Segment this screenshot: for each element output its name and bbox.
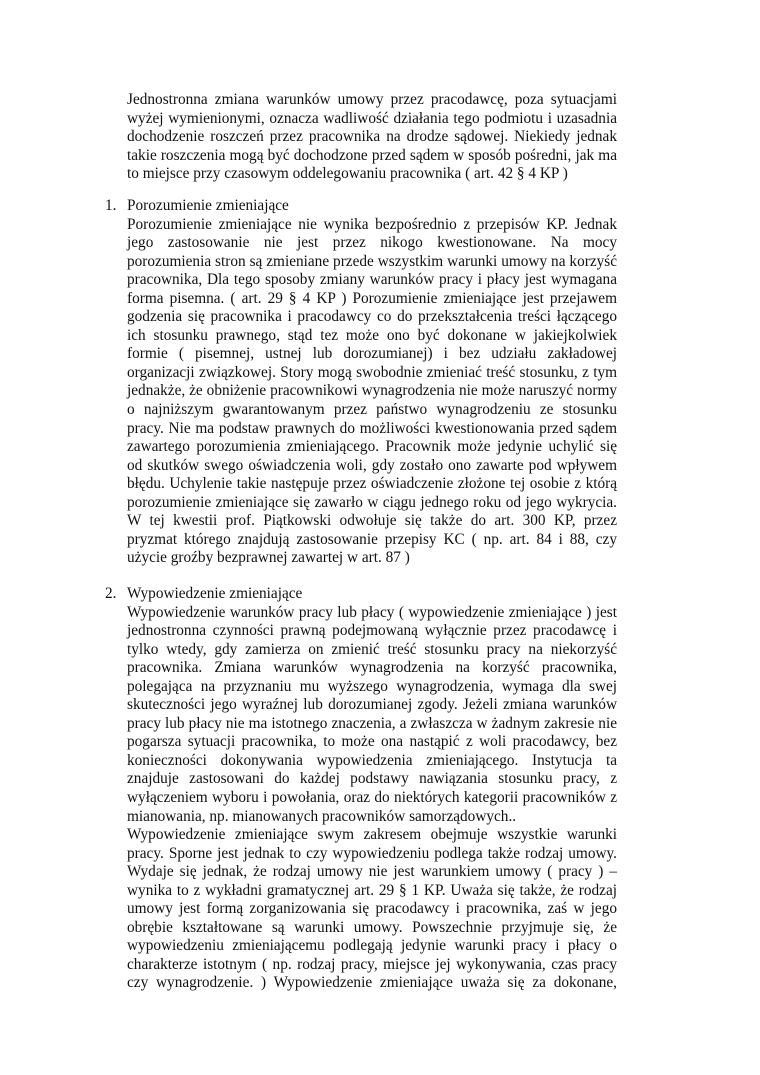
text-line: godzenia się pracownika i pracodawcy co do przekształcenia treści łączącego bbox=[127, 308, 617, 326]
text-line: W tej kwestii prof. Piątkowski odwołuje się także do art. 300 KP, przez bbox=[127, 512, 617, 530]
text-line: od skutków swego oświadczenia woli, gdy zostało ono zawarte pod wpływem bbox=[127, 456, 617, 474]
text-line: Wydaje się jednak, że rodzaj umowy nie jest warunkiem umowy ( pracy ) – bbox=[127, 863, 617, 881]
text-line: skuteczności jego wyraźnej lub dorozumianej zgody. Jeżeli zmiana warunków bbox=[127, 696, 617, 714]
section-heading: Porozumienie zmieniające bbox=[127, 197, 289, 214]
text-line: znajduje zastosowani do każdej podstawy nawiązania stosunku pracy, z bbox=[127, 770, 617, 788]
list-number: 1. bbox=[105, 197, 117, 214]
text-line: wyłączeniem wyboru i powołania, oraz do niektórych kategorii pracowników z bbox=[127, 789, 617, 807]
text-line: Porozumienie zmieniające nie wynika bezpośrednio z przepisów KP. Jednak bbox=[127, 215, 617, 233]
text-line: pracy. Sporne jest jednak to czy wypowiedzeniu podlega także rodzaj umowy. bbox=[127, 844, 617, 862]
intro-paragraph bbox=[127, 91, 617, 184]
text-line: użycie groźby bezprawnej zawartej w art. 87 ) bbox=[127, 549, 410, 567]
text-line: wynika to z wykładni gramatycznej art. 29 § 1 KP. Uważa się także, że rodzaj bbox=[127, 881, 617, 899]
text-line: pracy. Nie ma podstaw prawnych do możliwości kwestionowania przed sądem bbox=[127, 419, 617, 437]
text-line: tylko wtedy, gdy zamierza on zmienić treść stosunku pracy na niekorzyść bbox=[127, 640, 617, 658]
text-line: charakterze istotnym ( np. rodzaj pracy, miejsce jej wykonywania, czas pracy bbox=[127, 955, 617, 973]
text-line: konieczności dokonywania wypowiedzenia zmieniającego. Instytucja ta bbox=[127, 751, 617, 769]
text-line: Wypowiedzenie warunków pracy lub płacy ( wypowiedzenie zmieniające ) jest bbox=[127, 603, 617, 621]
section-heading: Wypowiedzenie zmieniające bbox=[127, 585, 303, 602]
text-line: obrębie kształtowane są warunki umowy. Powszechnie przyjmuje się, że bbox=[127, 918, 617, 936]
text-line: mianowania, np. mianowanych pracowników samorządowych.. bbox=[127, 807, 517, 825]
text-line: pryzmat którego znajdują zastosowanie przepisy KC ( np. art. 84 i 88, czy bbox=[127, 530, 617, 548]
section-wypowiedzenie-zmieniajace bbox=[105, 585, 617, 993]
text-line: jednostronna czynności prawną podejmowaną wyłącznie przez pracodawcę i bbox=[127, 622, 617, 640]
text-line: Jednostronna zmiana warunków umowy przez pracodawcę, poza sytuacjami bbox=[127, 91, 617, 108]
text-line: pracy lub płacy nie ma istotnego znaczenia, a zwłaszcza w żadnym zakresie nie bbox=[127, 714, 617, 732]
text-line: czy wynagrodzenie. ) Wypowiedzenie zmieniające uważa się za dokonane, bbox=[127, 974, 617, 992]
text-line: pogarsza sytuacji pracownika, to może ona nastąpić z woli pracodawcy, bez bbox=[127, 733, 617, 751]
text-line: o najniższym gwarantowanym przez państwo wynagrodzeniu ze stosunku bbox=[127, 401, 617, 419]
text-line: porozumienie zmieniające się zawarło w ciągu jednego roku od jego wykrycia. bbox=[127, 493, 617, 511]
text-line: wypowiedzeniu zmieniającemu podlegają jedynie warunki pracy i płacy o bbox=[127, 937, 617, 955]
text-line: pracownika, Dla tego sposoby zmiany warunków pracy i płacy jest wymagana bbox=[127, 271, 617, 289]
text-line: jednakże, że obniżenie pracownikowi wynagrodzenia nie może naruszyć normy bbox=[127, 382, 617, 400]
text-line: polegająca na przyznaniu mu wyższego wynagrodzenia, wymaga dla swej bbox=[127, 677, 617, 695]
list-number: 2. bbox=[105, 585, 117, 602]
text-line: to miejsce przy czasowym oddelegowaniu pracownika ( art. 42 § 4 KP ) bbox=[127, 165, 568, 183]
text-line: wyżej wymienionymi, oznacza wadliwość działania tego podmiotu i uzasadnia bbox=[127, 109, 617, 127]
text-line: pracownika. Zmiana warunków wynagrodzenia na korzyść pracownika, bbox=[127, 659, 617, 677]
text-line: dochodzenie roszczeń przez pracownika na drodze sądowej. Niekiedy jednak bbox=[127, 128, 617, 146]
text-line: formie ( pisemnej, ustnej lub dorozumianej) i bez udziału zakładowej bbox=[127, 345, 617, 363]
text-line: Wypowiedzenie zmieniające swym zakresem obejmuje wszystkie warunki bbox=[127, 826, 617, 844]
text-line: ich stosunku prawnego, stąd tez może ono być dokonane w jakiejkolwiek bbox=[127, 326, 617, 344]
section-porozumienie-zmieniajace bbox=[105, 197, 617, 568]
text-line: porozumienia stron są zmieniane przede wszystkim warunki umowy na korzyść bbox=[127, 252, 617, 270]
text-line: jego zastosowanie nie jest przez nikogo kwestionowane. Na mocy bbox=[127, 234, 617, 252]
text-line: takie roszczenia mogą być dochodzone przed sądem w sposób pośredni, jak ma bbox=[127, 146, 617, 164]
text-line: zawartego porozumienia zmieniającego. Pracownik może jedynie uchylić się bbox=[127, 438, 617, 456]
text-line: forma pisemna. ( art. 29 § 4 KP ) Porozumienie zmieniające jest przejawem bbox=[127, 289, 617, 307]
text-line: umowy jest formą zorganizowania się pracodawcy i pracownika, zaś w jego bbox=[127, 900, 617, 918]
text-line: organizacji związkowej. Story mogą swobodnie zmieniać treść stosunku, z tym bbox=[127, 363, 617, 381]
text-line: błędu. Uchylenie takie następuje przez oświadczenie złożone tej osobie z którą bbox=[127, 475, 617, 493]
